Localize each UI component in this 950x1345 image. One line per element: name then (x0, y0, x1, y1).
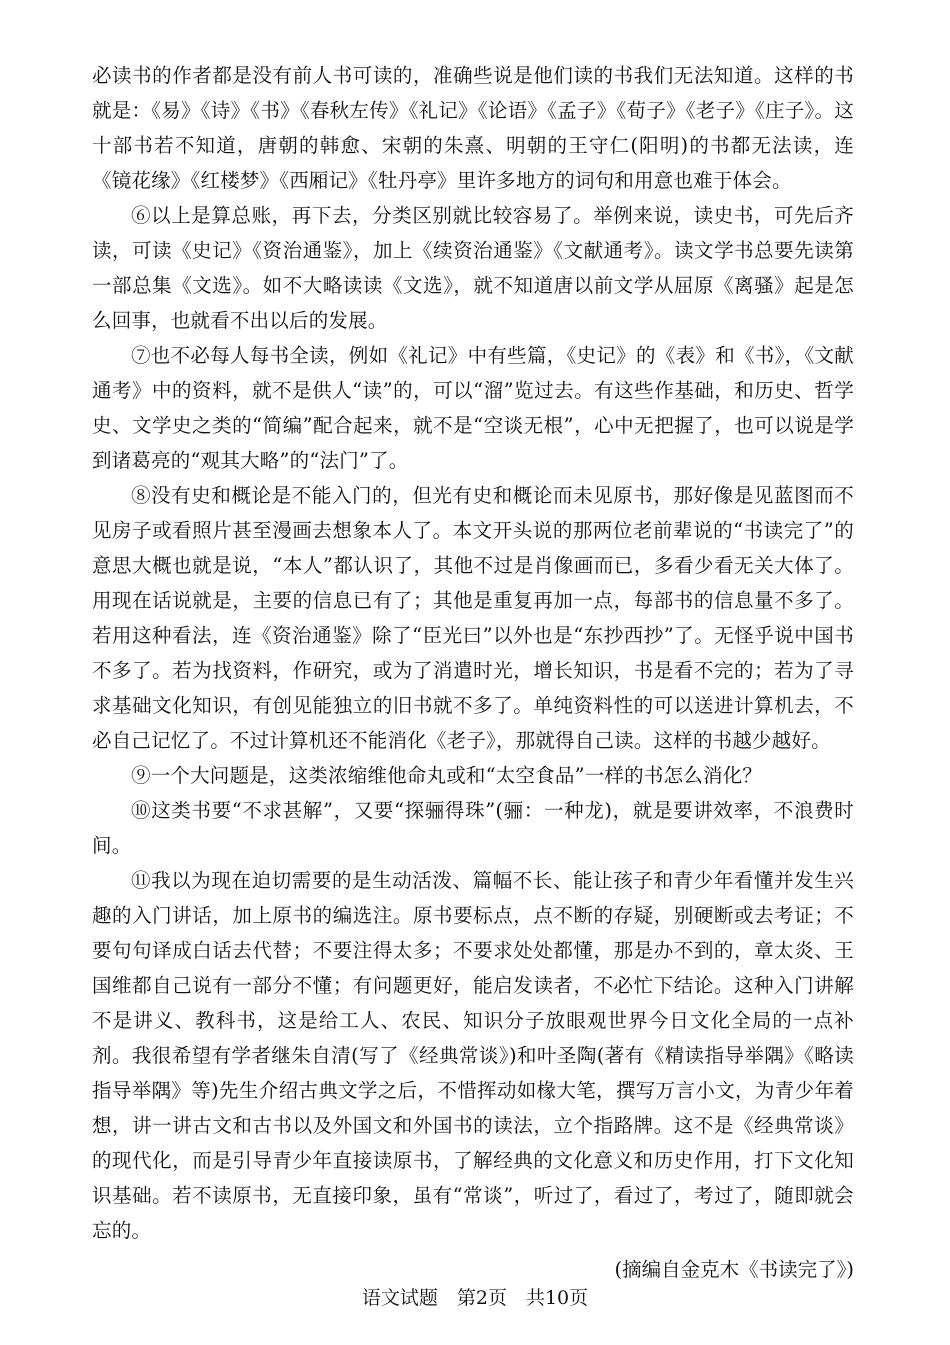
source-citation: (摘编自金克木《书读完了》) (614, 1258, 854, 1281)
paragraph-9: ⑨一个大问题是，这类浓缩维他命丸或和“太空食品”一样的书怎么消化？ (131, 764, 763, 787)
page-footer: 语文试题 第2页 共10页 (361, 1287, 589, 1309)
paragraph-6: ⑥以上是算总账，再下去，分类区别就比较容易了。举例来说，读史书，可先后齐读，可读《史记》《资治通鉴》，加上《续资治通鉴》《文献通考》。读文学书总要先读第一部总集《文选》。如不大略读读《文选》，就不知道唐以前文学从屈原《离骚》起是怎么回事，也就看不出以后的发展。 (92, 204, 854, 332)
document-body (92, 58, 854, 1287)
paragraph-7: ⑦也不必每人每书全读，例如《礼记》中有些篇，《史记》的《表》和《书》，《文献通考》中的资料，就不是供人“读”的，可以“溜”览过去。有这些作基础，和历史、哲学史、文学史之类的“简编”配合起来，就不是“空谈无根”，心中无把握了，也可以说是学到诸葛亮的“观其大略”的“法门”了。 (92, 344, 854, 472)
paragraph-8: ⑧没有史和概论是不能入门的，但光有史和概论而未见原书，那好像是见蓝图而不见房子或看照片甚至漫画去想象本人了。本文开头说的那两位老前辈说的“书读完了”的意思大概也就是说，“本人”都认识了，其他不过是肖像画而已，多看少看无关大体了。用现在话说就是，主要的信息已有了；其他是重复再加一点，每部书的信息量不多了。若用这种看法，连《资治通鉴》除了“臣光曰”以外也是“东抄西抄”了。无怪乎说中国书不多了。若为找资料，作研究，或为了消遣时光，增长知识，书是看不完的；若为了寻求基础文化知识，有创见能独立的旧书就不多了。单纯资料性的可以送进计算机去，不必自己记忆了。不过计算机还不能消化《老子》，那就得自己读。这样的书越少越好。 (92, 484, 854, 752)
paragraph-11: ⑪我以为现在迫切需要的是生动活泼、篇幅不长、能让孩子和青少年看懂并发生兴趣的入门讲话，加上原书的编选注。原书要标点，点不断的存疑，别硬断或去考证；不要句句译成白话去代替；不要注得太多；不要求处处都懂，那是办不到的，章太炎、王国维都自己说有一部分不懂；有问题更好，能启发读者，不必忙下结论。这种入门讲解不是讲义、教科书，这是给工人、农民、知识分子放眼观世界今日文化全局的一点补剂。我很希望有学者继朱自清(写了《经典常谈》)和叶圣陶(著有《精读指导举隅》《略读指导举隅》等)先生介绍古典文学之后，不惜挥动如椽大笔，撰写万言小文，为青少年着想，讲一讲古文和古书以及外国文和外国书的读法，立个指路牌。这不是《经典常谈》的现代化，而是引导青少年直接读原书，了解经典的文化意义和历史作用，打下文化知识基础。若不读原书，无直接印象，虽有“常谈”，听过了，看过了，考过了，随即就会忘的。 (92, 869, 854, 1242)
paragraph-10: ⑩这类书要“不求甚解”，又要“探骊得珠”(骊：一种龙)，就是要讲效率，不浪费时间。 (92, 799, 854, 857)
paragraph-continued: 必读书的作者都是没有前人书可读的，准确些说是他们读的书我们无法知道。这样的书就是：《易》《诗》《书》《春秋左传》《礼记》《论语》《孟子》《荀子》《老子》《庄子》。这十部书若不知道，唐朝的韩愈、宋朝的朱熹、明朝的王守仁(阳明)的书都无法读，连《镜花缘》《红楼梦》《西厢记》《牡丹亭》里许多地方的词句和用意也难于体会。 (92, 64, 854, 192)
